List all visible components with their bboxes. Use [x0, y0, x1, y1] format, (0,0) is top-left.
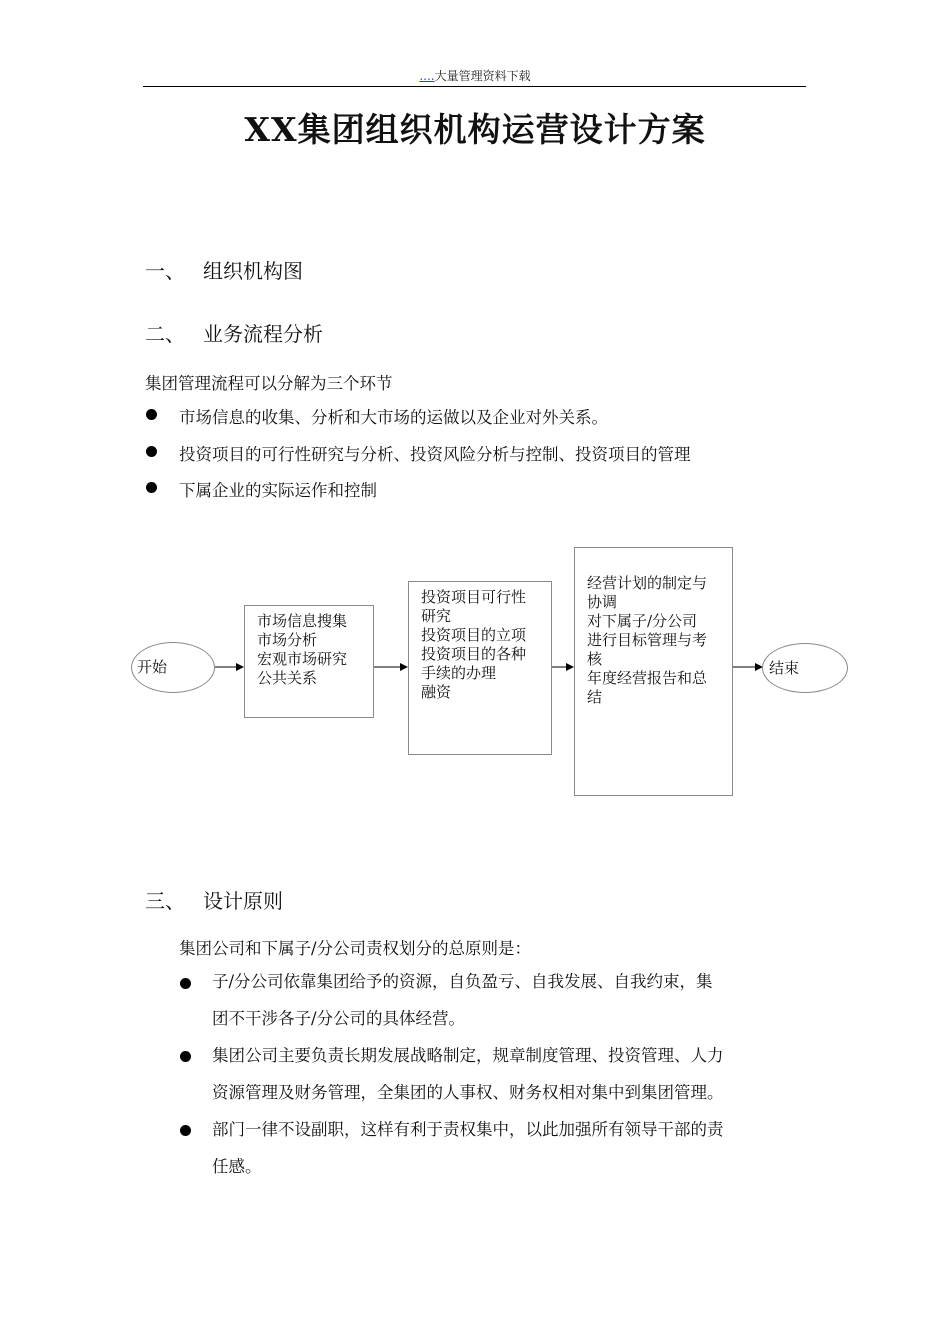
section-2-bullet-3: 下属企业的实际运作和控制: [179, 481, 377, 500]
flow-start-node: [131, 642, 215, 693]
document-title: XX集团组织机构运营设计方案: [244, 110, 706, 149]
flow-box-operations-line: 结: [587, 688, 603, 706]
section-2-bullet-2: 投资项目的可行性研究与分析、投资风险分析与控制、投资项目的管理: [179, 445, 691, 464]
flow-box-operations-line: 对下属子/分公司: [587, 612, 698, 630]
section-3-heading: [145, 885, 283, 914]
flow-box-investment-line: 融资: [421, 683, 452, 701]
bullet-icon: [180, 978, 191, 989]
section-3-number: 三、: [145, 889, 185, 913]
section-2-bullet-1: 市场信息的收集、分析和大市场的运做以及企业对外关系。: [179, 408, 608, 427]
section-2-title: 业务流程分析: [203, 322, 323, 346]
flow-box-market-line: 宏观市场研究: [257, 650, 348, 668]
header-link[interactable]: ....: [419, 69, 435, 83]
section-3-bullet-1: [212, 963, 713, 1037]
section-3-bullet-2-line1: 集团公司主要负责长期发展战略制定，规章制度管理、投资管理、人力: [212, 1046, 724, 1065]
section-3-intro: 集团公司和下属子/分公司责权划分的总原则是：: [179, 939, 532, 958]
section-3-bullet-2: [212, 1037, 724, 1111]
flow-box-operations-line: 核: [587, 650, 603, 668]
section-3-title: 设计原则: [203, 889, 283, 913]
flow-box-market-line: 市场信息搜集: [257, 612, 348, 630]
flow-box-investment-line: 投资项目可行性: [421, 588, 527, 606]
flow-box-operations-line: 年度经营报告和总: [587, 669, 708, 687]
flow-box-operations-line: 进行目标管理与考: [587, 631, 708, 649]
section-1-number: 一、: [145, 259, 185, 283]
section-3-bullet-3: [212, 1111, 724, 1185]
flow-box-operations: [574, 547, 733, 796]
bullet-icon: [180, 1125, 191, 1136]
header-text: 大量管理资料下载: [434, 69, 531, 83]
section-3-bullet-1-line1: 子/分公司依靠集团给予的资源，自负盈亏、自我发展、自我约束，集: [212, 972, 713, 991]
flow-start-label: 开始: [137, 658, 168, 676]
flow-box-operations-line: 经营计划的制定与: [587, 574, 708, 592]
section-3-bullet-1-line2: 团不干涉各子/分公司的具体经营。: [212, 1009, 466, 1028]
section-3-bullet-3-line2: 任感。: [212, 1157, 262, 1176]
flow-end-node: [762, 643, 848, 693]
section-1-title: 组织机构图: [203, 259, 303, 283]
flow-box-market: [244, 605, 374, 718]
section-2-number: 二、: [145, 322, 185, 346]
flow-box-investment-line: 手续的办理: [421, 664, 497, 682]
flow-box-investment-line: 研究: [421, 607, 452, 625]
flow-box-investment: [408, 581, 552, 755]
bullet-icon: [180, 1051, 191, 1062]
section-3-bullet-3-line1: 部门一律不设副职，这样有利于责权集中，以此加强所有领导干部的责: [212, 1120, 724, 1139]
section-2-intro: 集团管理流程可以分解为三个环节: [145, 374, 393, 393]
flow-box-investment-line: 投资项目的各种: [421, 645, 527, 663]
flow-box-market-line: 公共关系: [257, 669, 318, 687]
flow-box-investment-line: 投资项目的立项: [421, 626, 527, 644]
section-3-bullet-2-line2: 资源管理及财务管理，全集团的人事权、财务权相对集中到集团管理。: [212, 1083, 724, 1102]
flow-box-operations-line: 协调: [587, 593, 618, 611]
flow-end-label: 结束: [769, 659, 800, 677]
flow-box-market-line: 市场分析: [257, 631, 318, 649]
